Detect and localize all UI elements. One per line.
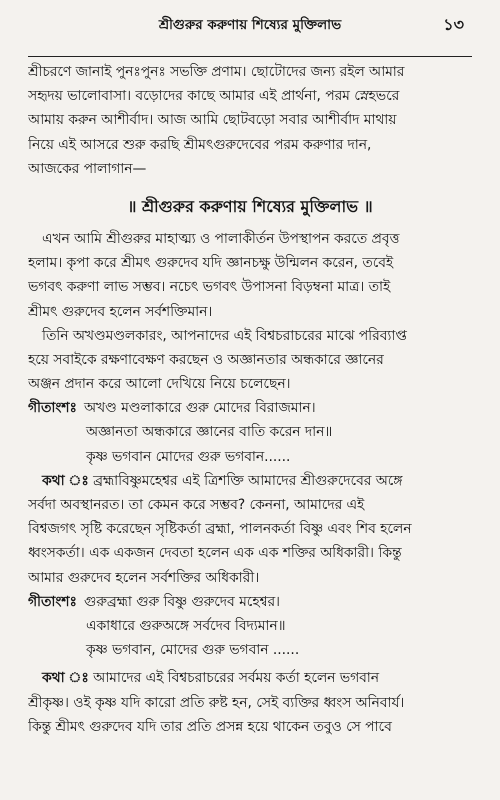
- verse-line: কৃষ্ণ ভগবান মোদের গুরু ভগবান......: [86, 448, 291, 465]
- page-number: ১৩: [443, 15, 464, 34]
- verse-line: কৃষ্ণ ভগবান, মোদের গুরু ভগবান ......: [86, 642, 300, 659]
- song-excerpt-2: [28, 590, 472, 663]
- text-line: এখন আমি শ্রীগুরুর মাহাত্ম্য ও পালাকীর্তন উপস্থাপন করতে প্রবৃত্ত: [42, 230, 400, 247]
- text-line: অঞ্জন প্রদান করে আলো দেখিয়ে নিয়ে চলেছেন।: [28, 376, 291, 393]
- text-line: শ্রীকৃষ্ণ। ওই কৃষ্ণ যদি কারো প্রতি রুষ্ট হন, সেই ব্যক্তির ধ্বংস অনিবার্য।: [28, 694, 405, 711]
- text-line: ভগবৎ করুণা লাভ সম্ভব। নচেৎ ভগবৎ উপাসনা বিড়ম্বনা মাত্র। তাই: [28, 279, 391, 296]
- dialogue-label: কথা ঃ: [42, 472, 89, 489]
- song-label: গীতাংশঃ: [28, 593, 77, 610]
- intro-paragraph: [28, 60, 472, 181]
- dialogue-2: [28, 666, 472, 739]
- running-header: [0, 6, 500, 46]
- text-line: তিনি অখণ্ডমণ্ডলকারং, আপনাদের এই বিশ্বচরাচরের মাঝে পরিব্যাপ্ত: [42, 327, 407, 344]
- text-line: শ্রীচরণে জানাই পুনঃপুনঃ সভক্তি প্রণাম। ছোটোদের জন্য রইল আমার: [28, 64, 405, 80]
- paragraph-2: [28, 324, 472, 397]
- running-header-title: শ্রীগুরুর করুণায় শিষ্যের মুক্তিলাভ: [158, 17, 342, 33]
- dialogue-1: [28, 469, 472, 590]
- text-line: সহৃদয় ভালোবাসা। বড়োদের কাছে আমার এই প্রার্থনা, পরম স্নেহভরে: [28, 88, 400, 105]
- dialogue-label: কথা ঃ: [42, 670, 89, 687]
- text-line: শ্রীমৎ গুরুদেব হলেন সর্বশক্তিমান।: [28, 303, 213, 320]
- verse-line: অজ্ঞানতা অন্ধকারে জ্ঞানের বাতি করেন দান॥: [86, 424, 333, 441]
- text-line: নিয়ে এই আসরে শুরু করছি শ্রীমৎগুরুদেবের পরম করুণার দান,: [28, 136, 372, 153]
- verse-line: একাধারে গুরুঅঙ্গে সর্বদেব বিদ্যমান॥: [86, 617, 286, 634]
- text-line: আমায় করুন আশীর্বাদ। আজ আমি ছোটবড়ো সবার আশীর্বাদ মাথায়: [28, 112, 397, 129]
- song-label: গীতাংশঃ: [28, 400, 77, 417]
- text-line: সর্বদা অবস্থানরত। তা কেমন করে সম্ভব? কেননা, আমাদের এই: [28, 497, 365, 513]
- text-line: হলাম। কৃপা করে শ্রীমৎ গুরুদেব যদি জ্ঞানচক্ষু উন্মিলন করেন, তবেই: [28, 255, 394, 272]
- text-line: আমার গুরুদেব হলেন সর্বশক্তির অধিকারী।: [28, 569, 260, 586]
- text-line: হয়ে সবাইকে রক্ষণাবেক্ষণ করছেন ও অজ্ঞানতার অন্ধকারে জ্ঞানের: [28, 351, 384, 368]
- text-line: বিশ্বজগৎ সৃষ্টি করেছেন সৃষ্টিকর্তা ব্রহ্মা, পালনকর্তা বিষ্ণু এবং শিব হলেন: [28, 521, 412, 538]
- page-body: [28, 60, 472, 739]
- text-line: ধ্বংসকর্তা। এক একজন দেবতা হলেন এক এক শক্তির অধিকারী। কিন্তু: [28, 545, 402, 562]
- verse-line: অখণ্ড মণ্ডলাকারে গুরু মোদের বিরাজমান।: [84, 400, 316, 417]
- header-divider: [28, 56, 472, 57]
- text-line: ব্রহ্মাবিষ্ণুমহেশ্বর এই ত্রিশক্তি আমাদের শ্রীগুরুদেবের অঙ্গে: [93, 472, 403, 489]
- text-line: আজকের পালাগান—: [28, 160, 147, 177]
- paragraph-1: [28, 227, 472, 324]
- song-excerpt-1: [28, 396, 472, 469]
- text-line: কিন্তু শ্রীমৎ গুরুদেব যদি তার প্রতি প্রসন্ন হয়ে থাকেন তবুও সে পাবে: [28, 718, 392, 735]
- verse-line: গুরুব্রহ্মা গুরু বিষ্ণু গুরুদেব মহেশ্বর।: [84, 593, 280, 610]
- section-heading: ॥ শ্রীগুরুর করুণায় শিষ্যের মুক্তিলাভ ॥: [127, 196, 373, 216]
- text-line: আমাদের এই বিশ্বচরাচরের সর্বময় কর্তা হলেন ভগবান: [93, 670, 380, 687]
